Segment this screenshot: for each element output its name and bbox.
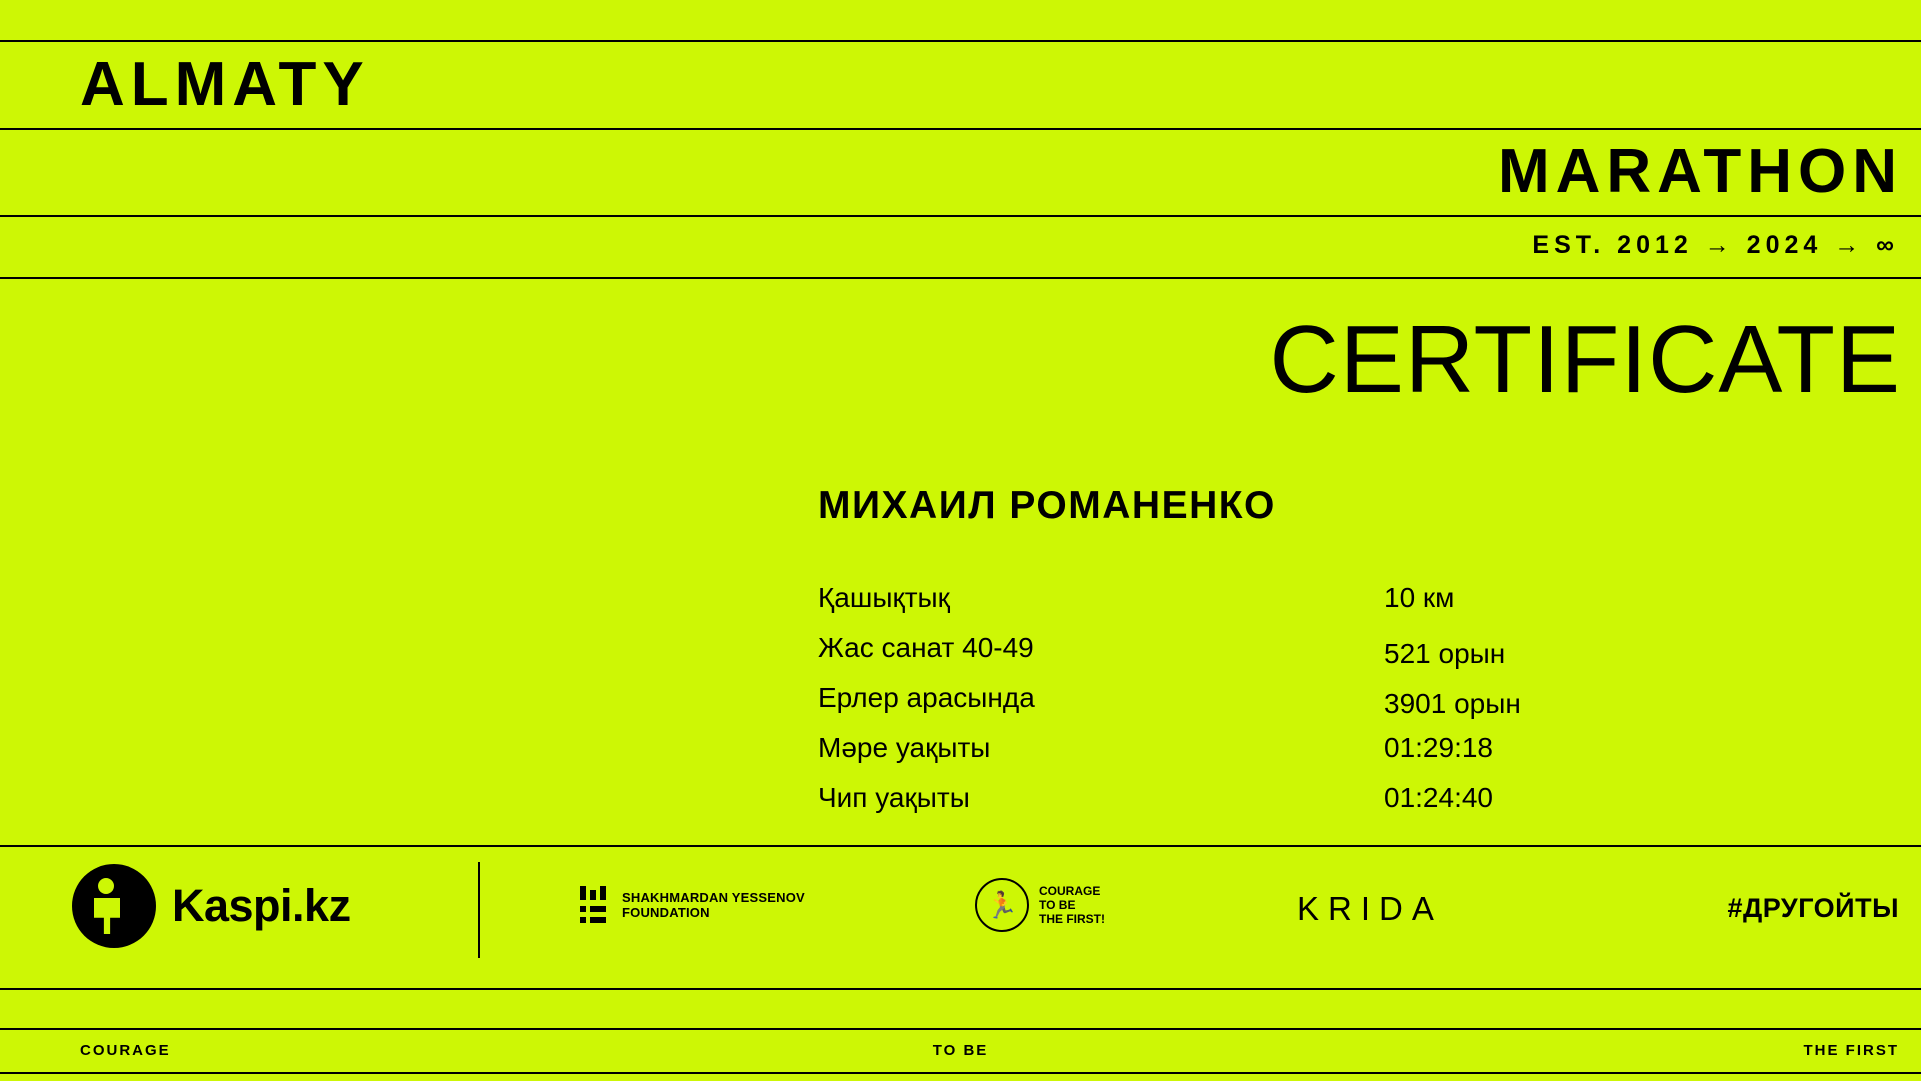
result-value: 10 км — [1384, 582, 1455, 613]
sponsor-krida: KRIDA — [1297, 890, 1443, 927]
results-table — [818, 580, 1718, 830]
table-row — [818, 580, 1718, 630]
sponsor-corporate-fund — [975, 878, 1105, 932]
corporate-fund-logo-icon: 🏃 — [975, 878, 1029, 932]
result-label: Ерлер арасында — [818, 682, 1035, 713]
corporate-line-1: COURAGE — [1039, 884, 1101, 898]
divider-rule — [0, 1072, 1921, 1074]
result-label: Қашықтық — [818, 582, 950, 613]
divider-rule — [0, 128, 1921, 130]
sponsor-kaspi-label: Kaspi.kz — [172, 880, 351, 931]
footer — [0, 1028, 1921, 1072]
yessenov-line-2: FOUNDATION — [622, 905, 710, 920]
result-label: Жас санат 40-49 — [818, 632, 1034, 663]
sponsor-drugoity: #ДРУГОЙТЫ — [1727, 893, 1899, 923]
table-row — [818, 730, 1718, 780]
divider-rule — [0, 988, 1921, 990]
table-row — [818, 680, 1718, 730]
yessenov-logo-icon — [580, 886, 610, 924]
table-row — [818, 630, 1718, 680]
result-value: 01:29:18 — [1384, 732, 1493, 763]
result-label: Чип уақыты — [818, 782, 970, 813]
brand-marathon: MARATHON — [1497, 137, 1903, 206]
result-label: Мәре уақыты — [818, 732, 991, 763]
divider-rule — [0, 215, 1921, 217]
sponsor-yessenov — [580, 886, 805, 924]
corporate-line-2: TO BE — [1039, 898, 1076, 912]
sponsor-yessenov-label — [622, 890, 805, 920]
table-row — [818, 780, 1718, 830]
divider-rule — [0, 277, 1921, 279]
corporate-line-3: THE FIRST! — [1039, 912, 1105, 926]
yessenov-line-1: SHAKHMARDAN YESSENOV — [622, 890, 805, 905]
result-value: 01:24:40 — [1384, 782, 1493, 813]
page-title: CERTIFICATE — [1269, 306, 1901, 413]
sponsor-corporate-label — [1039, 884, 1105, 926]
footer-right: THE FIRST — [1803, 1042, 1899, 1059]
footer-left: COURAGE — [80, 1042, 171, 1059]
divider-rule — [0, 40, 1921, 42]
footer-middle: TO BE — [932, 1042, 989, 1059]
result-value: 521 орын — [1384, 638, 1506, 669]
kaspi-logo-icon — [72, 864, 156, 948]
divider-rule — [0, 845, 1921, 847]
sponsor-divider — [478, 862, 480, 958]
sponsor-kaspi — [72, 864, 351, 948]
athlete-name: МИХАИЛ РОМАНЕНКО — [818, 484, 1276, 527]
brand-almaty: ALMATY — [80, 50, 370, 119]
brand-established: EST. 2012 → 2024 → ∞ — [1532, 231, 1899, 259]
result-value: 3901 орын — [1384, 688, 1521, 719]
